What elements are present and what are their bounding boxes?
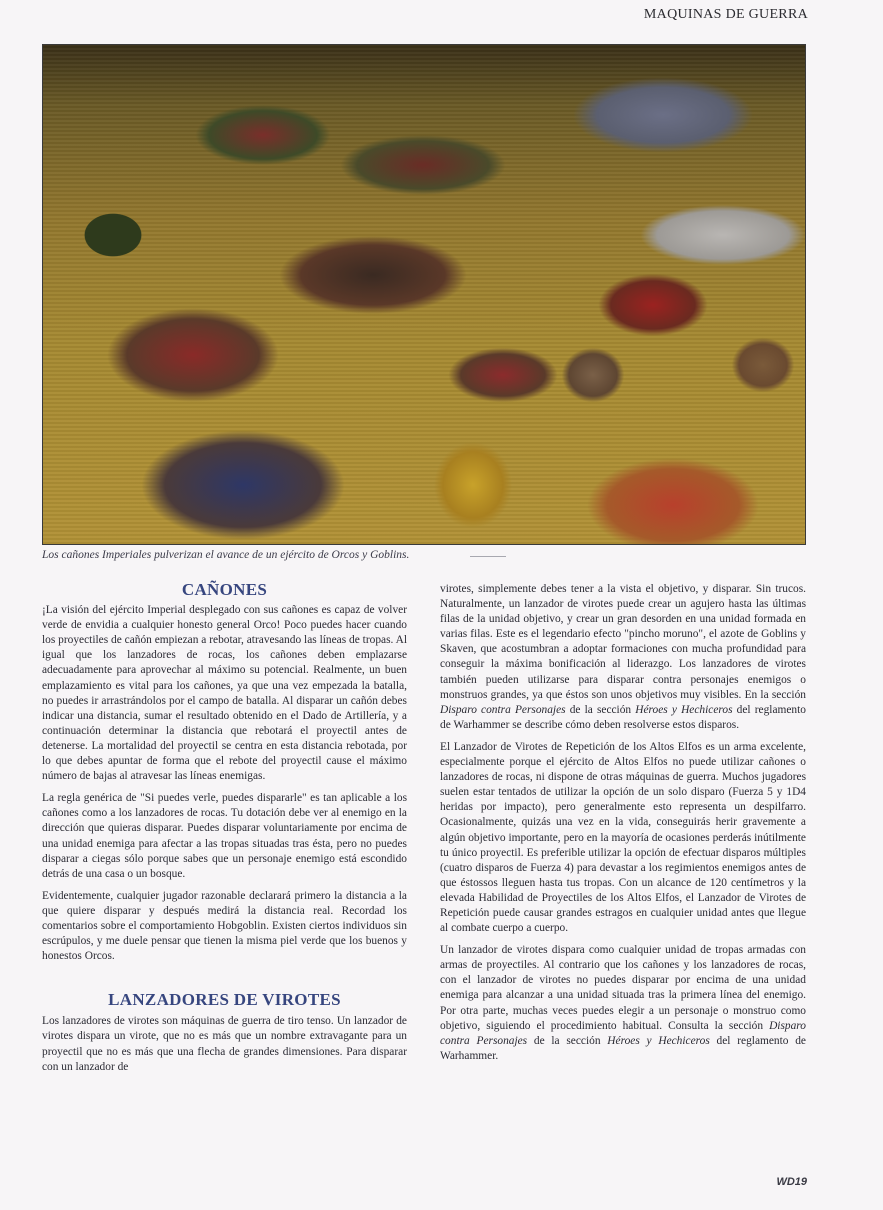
photo-caption: Los cañones Imperiales pulverizan el avance de un ejército de Orcos y Goblins. [42, 549, 410, 561]
canones-paragraph-1: ¡La visión del ejército Imperial desplegado con sus cañones es capaz de volver verde de envidia a cualquier honesto general Orco! Poco puedes hacer cuando los proyectiles de cañón empiezan a rebotar, atravesando las líneas de tropas. Al igual que los lanzadores de rocas, los cañones deben emplazarse adecuadamente para aprovechar al máximo su potencial. Realmente, un buen emplazamiento es vital para los cañones, ya que una vez empezada la batalla, no puedes ir arrastrándolos por el campo de batalla. Al disparar un cañón debes indicar una distancia, sumar el resultado obtenido en el Dado de Artillería, y a continuación determinar la distancia que rebotará el proyectil antes de detenerse. La mortalidad del proyectil se centra en esta distancia rebotada, por lo que debes apuntar de forma que el rebote del proyectil cause el máximo número de bajas al atravesar las líneas enemigas. [42, 604, 407, 783]
caption-rule [470, 556, 506, 557]
left-column [42, 582, 407, 1082]
p3-text-end: del reglamento de Warhammer. [440, 1034, 806, 1062]
lanzadores-paragraph-1-continued [440, 582, 806, 733]
heading-lanzadores: LANZADORES DE VIROTES [108, 990, 341, 1010]
p1-italic-ref-b: Héroes y Hechiceros [635, 703, 733, 716]
battle-photo [42, 44, 806, 545]
p1-text-mid: de la sección [565, 703, 636, 716]
right-column [440, 582, 806, 1071]
p1-text: virotes, simplemente debes tener a la vista el objetivo, y disparar. Sin trucos. Naturalmente, un lanzador de virotes puede crear un agujero hasta las últimas filas de la unidad objetivo, y crear un gran desorden en una unidad formada en varias filas. Este es el legendario efecto "pincho moruno", el azote de Goblins y Skaven, que acostumbran a adoptar formaciones con mucha profundidad para conseguir la máxima bonificación al liderazgo. Los lanzadores de virotes también pueden utilizarse para disparar contra personajes enemigos o monstruos grandes, ya que éstos son unos objetivos muy visibles. En la sección [440, 583, 806, 701]
canones-paragraph-2: La regla genérica de "Si puedes verle, puedes dispararle" es tan aplicable a los cañones como a los lanzadores de rocas. Tu dotación debe ver al enemigo en la dirección que quieras disparar. Puedes disparar voluntariamente por encima de una unidad enemiga para afectar a las tropas situadas tras ésta, pero no puedes disparar a ciegas sólo porque sabes que un personaje enemigo está escondido detrás de una casa o un bosque. [42, 792, 407, 880]
lanzadores-paragraph-2: El Lanzador de Virotes de Repetición de los Altos Elfos es un arma excelente, especialmente porque el ejército de Altos Elfos no puede utilizar cañones o lanzadores de rocas, ni dispone de otras máquinas de guerra. Muchos jugadores suelen estar tentados de utilizar la opción de un solo disparo (Fuerza 5 y 1D4 heridas por impacto), pero generalmente esto representa un despilfarro. Ocasionalmente, quizás una vez en la vida, conseguirás herir gravemente a algún objetivo importante, pero en la mayoría de ocasiones perderás inútilmente tu único proyectil. Es preferible utilizar la opción de efectuar disparos múltiples (cuatro disparos de Fuerza 4) para devastar a los regimientos enemigos antes de que éstossos lleguen hasta tus tropas. Con un alcance de 120 centímetros y la elevada Habilidad de Proyectiles de los Altos Elfos, el Lanzador de Virotes de Repetición puede causar grandes estragos en cualquier unidad antes que llegue al combate cuerpo a cuerpo. [440, 740, 806, 935]
p3-text: Un lanzador de virotes dispara como cualquier unidad de tropas armadas con armas de proyectiles. Al contrario que los cañones y los lanzadores de rocas, con el lanzador de virotes no puedes disparar por encima de una unidad enemiga para alcanzar a una unidad situada tras la primera línea del enemigo. Por otra parte, muchas veces puedes elegir a un personaje o monstruo como objetivo, siguiendo el procedimiento habitual. Consulta la sección [440, 944, 806, 1032]
canones-paragraph-3: Evidentemente, cualquier jugador razonable declarará primero la distancia a la que quiere disparar y después medirá la distancia real. Recordad los comentarios sobre el comportamiento Hobgoblin. Existen ciertos individuos sin escrúpulos, y me duele pensar que tienen la misma piel verde que los buenos y honestos Orcos. [42, 889, 407, 963]
running-head: MAQUINAS DE GUERRA [643, 7, 808, 22]
heading-canones: CAÑONES [181, 580, 268, 599]
lanzadores-paragraph-3 [440, 943, 806, 1064]
p1-text-end: del reglamento de Warhammer se describe cómo deben resolverse estos disparos. [440, 703, 806, 731]
page-folio: WD19 [776, 1176, 807, 1188]
p3-italic-ref-a: Disparo contra Personajes [440, 1019, 806, 1047]
p3-text-mid: de la sección [527, 1034, 608, 1047]
p3-italic-ref-b: Héroes y Hechiceros [607, 1034, 710, 1047]
p1-italic-ref-a: Disparo contra Personajes [440, 703, 566, 716]
lanzadores-paragraph-1-start: Los lanzadores de virotes son máquinas de guerra de tiro tenso. Un lanzador de virotes dispara un virote, que no es más que un nombre extravagante para un proyectil que no es más que una flecha de grandes dimensiones. Para disparar con un lanzador de [42, 1015, 407, 1073]
